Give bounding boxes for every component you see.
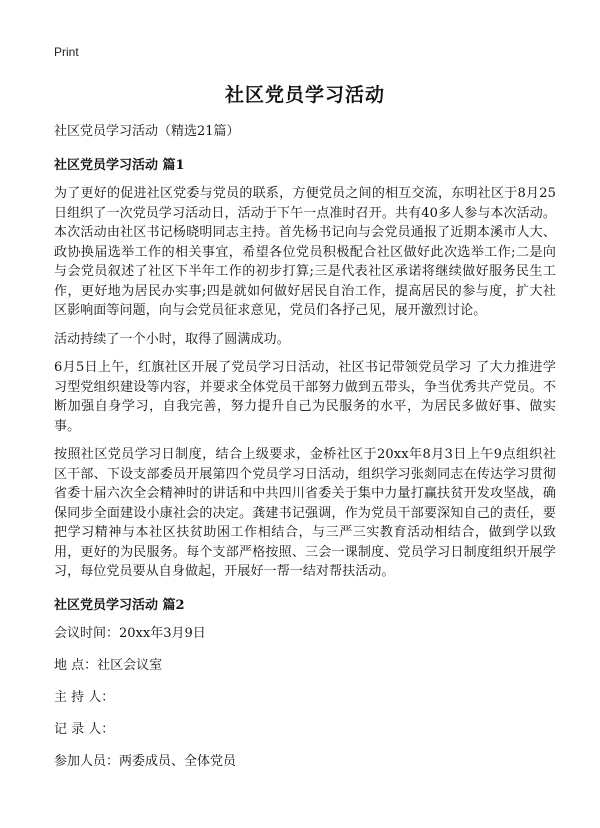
- page-title: 社区党员学习活动: [224, 84, 385, 106]
- meeting-time-field: 会议时间：20xx年3月9日: [54, 625, 206, 641]
- recorder-field: 记 录 人：: [54, 721, 115, 737]
- paragraph: 为了更好的促进社区党委与党员的联系，方便党员之间的相互交流，东明社区于8月25日组织了一次党员学习活动日，活动于下午一点准时召开。共有40多人参与本次活动。本次活动由社区书记杨晓明同志主持。首先杨书记向与会党员通报了近期本溪市人大、政协换届选举工作的相关事宜，希望各位党员积极配合社区做好此次选举工作;二是向与会党员叙述了社区下半年工作的初步打算;三是代表社区承诺将继续做好服务民生工作，更好地为居民办实事;四是就如何做好居民自治工作，提高居民的参与度，扩大社区影响面等问题，向与会党员征求意见，党员们各抒己见，展开激烈讨论。: [54, 186, 556, 318]
- document-subtitle: 社区党员学习活动（精选21篇）: [54, 124, 240, 139]
- print-link[interactable]: Print: [54, 45, 79, 59]
- paragraph: 按照社区党员学习日制度，结合上级要求，金桥社区于20xx年8月3日上午9点组织社区干部、下设支部委员开展第四个党员学习日活动，组织学习张剡同志在传达学习贯彻省委十届六次全会精神时的讲话和中共四川省委关于集中力量打赢扶贫开发攻坚战，确保同步全面建设小康社会的决定。龚建书记强调，作为党员干部要深知自己的责任，要把学习精神与本社区扶贫助困工作相结合，与三严三实教育活动相结合，做到学以致用，更好的为民服务。每个支部严格按照、三会一课制度、党员学习日制度组织开展学习，每位党员要从自身做起，开展好一帮一结对帮扶活动。: [54, 447, 556, 579]
- location-field: 地 点：社区会议室: [54, 657, 163, 673]
- paragraph: 6月5日上午，红旗社区开展了党员学习日活动，社区书记带领党员学习 了大力推进学习型党组织建设等内容，并要求全体党员干部努力做到五带头，争当优秀共产党员。不断加强自身学习，自我完善，努力提升自己为民服务的水平，为居民多做好事、做实事。: [54, 360, 556, 434]
- section-heading: 社区党员学习活动 篇1: [54, 158, 185, 173]
- attendees-field: 参加人员：两委成员、全体党员: [54, 753, 237, 769]
- section-1: [54, 156, 556, 582]
- paragraph: 活动持续了一个小时，取得了圆满成功。: [54, 331, 290, 347]
- section-2: [54, 596, 556, 772]
- host-field: 主 持 人：: [54, 689, 115, 705]
- section-heading: 社区党员学习活动 篇2: [54, 597, 185, 613]
